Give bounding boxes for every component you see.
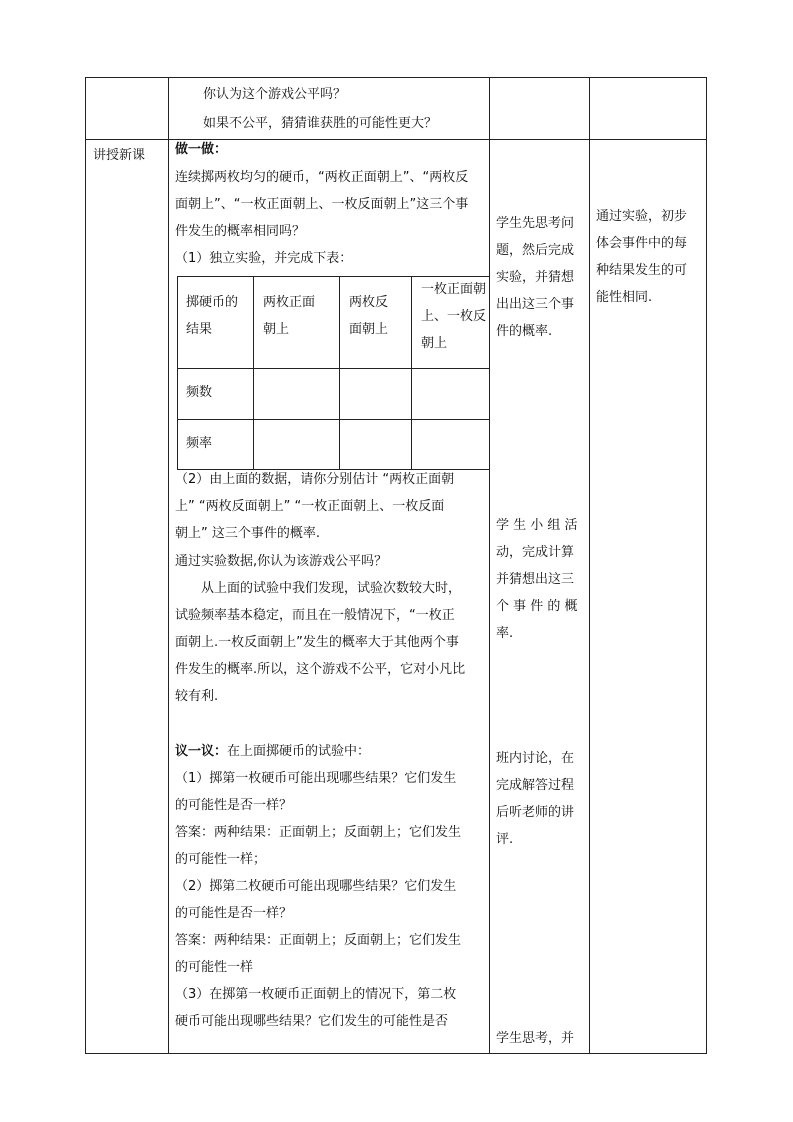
border-col3 [589, 77, 590, 1054]
stage-label: 讲授新课 [93, 148, 146, 163]
yiyiyi-heading: 议一议： [175, 744, 228, 759]
inner-left [177, 276, 178, 470]
step1-text: （1）独立实验，并完成下表： [175, 251, 353, 266]
table-row-frequency-count: 频数 [186, 385, 213, 400]
border-top [85, 77, 707, 78]
inner-col1 [253, 276, 254, 470]
table-corner-header: 掷硬币的 结果 [186, 295, 239, 337]
intro-line: 件发生的概率相同吗？ [175, 224, 306, 239]
student-activity-4: 学生思考，并 [496, 1031, 575, 1046]
student-activity-1: 学生先思考问 题，然后完成 实验，并猜想 出出这三个事 件的概率. [496, 216, 575, 339]
intro-line: 连续掷两枚均匀的硬币，“两枚正面朝上”、“两枚反 [175, 170, 469, 185]
border-col1 [168, 77, 169, 1054]
intro-line: 面朝上”、“一枚正面朝上、一枚反面朝上”这三个事 [175, 197, 469, 212]
border-bottom [85, 1053, 707, 1054]
border-col2 [489, 77, 490, 1054]
zuoyizuo-heading: 做一做： [175, 142, 228, 157]
question-who-wins: 如果不公平，猜猜谁获胜的可能性更大？ [203, 116, 438, 131]
table-header-two-heads: 两枚正面 朝上 [263, 295, 316, 337]
table-header-two-tails: 两枚反 面朝上 [349, 295, 389, 337]
student-activity-3: 班内讨论，在 完成解答过程 后听老师的讲 评. [496, 751, 575, 847]
yiyiyi-heading-line [175, 738, 370, 765]
yiyiyi-content: （1）掷第一枚硬币可能出现哪些结果？它们发生 的可能性是否一样？ 答案：两种结果：正面朝上；反面朝上；它们发生 的可能性一样； （2）掷第二枚硬币可能出现哪些结果？它们发生 的可能性是否一样？ 答案：两种结果：正面朝上；反面朝上；它们发生 的可能性一样 （3）在掷第一枚硬币正面朝上的情况下，第二枚 硬币可能出现哪些结果？它们发生的可能性是否 [175, 771, 462, 1029]
inner-row2 [177, 419, 489, 420]
yiyiyi-heading-rest: 在上面掷硬币的试验中： [227, 744, 371, 759]
step2-text: （2）由上面的数据，请你分别估计 “两枚正面朝 上” “两枚反面朝上” “一枚正面朝上、一枚反面 朝上” 这三个事件的概率. [175, 472, 455, 541]
experiment-table [177, 276, 489, 470]
zuoyizuo-intro [175, 164, 468, 245]
table-header-one-each: 一枚正面朝 上、一枚反 朝上 [421, 282, 487, 351]
inner-col3 [411, 276, 412, 470]
border-right [706, 77, 707, 1054]
design-intent-1: 通过实验，初步 体会事件中的每 种结果发生的可 能性相同. [596, 209, 688, 305]
question-fair: 你认为这个游戏公平吗？ [203, 87, 347, 102]
fair-question: 通过实验数据,你认为该游戏公平吗？ [175, 554, 388, 569]
border-left [85, 77, 86, 1054]
student-activity-2: 学 生 小 组 活 动，完成计算 并猜想出这三 个 事 件 的 概 率. [496, 518, 578, 641]
table-row-frequency-rate: 频率 [186, 436, 213, 451]
conclusion-text: 从上面的试验中我们发现，试验次数较大时， 试验频率基本稳定，而且在一般情况下，“一枚正 面朝上.一枚反面朝上”发生的概率大于其他两个事 件发生的概率.所以，这个游戏不公平，它对小凡比 较有利. [175, 581, 466, 704]
inner-col2 [339, 276, 340, 470]
inner-row1 [177, 368, 489, 369]
